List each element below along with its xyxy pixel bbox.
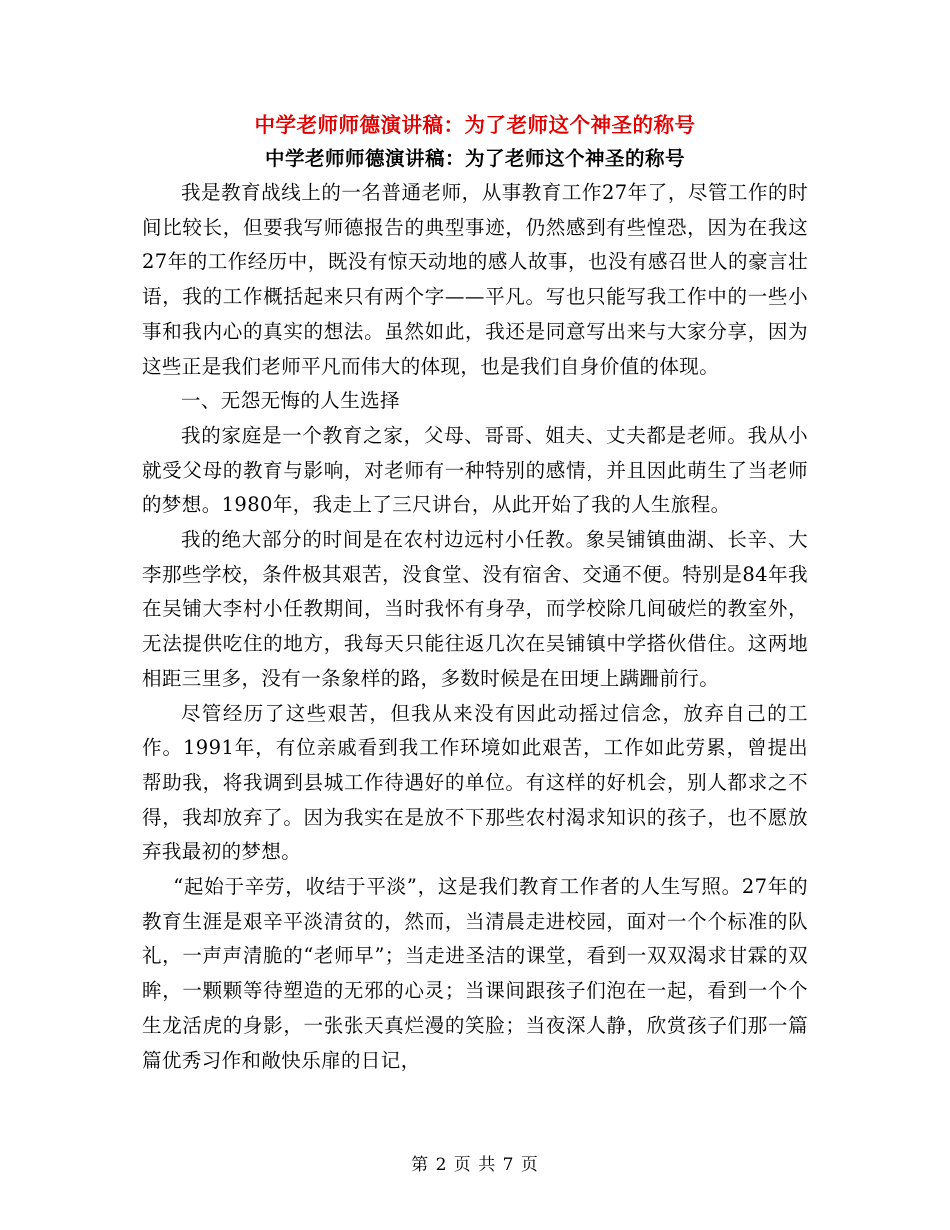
paragraph-family: 我的家庭是一个教育之家，父母、哥哥、姐夫、丈夫都是老师。我从小就受父母的教育与影响，对老师有一种特别的感情，并且因此萌生了当老师的梦想。1980年，我走上了三尺讲台，从此开始了我的人生旅程。 (142, 423, 808, 517)
paragraph-perseverance: 尽管经历了这些艰苦，但我从来没有因此动摇过信念，放弃自己的工作。1991年，有位亲戚看到我工作环境如此艰苦，工作如此劳累，曾提出帮助我，将我调到县城工作待遇好的单位。有这样的好机会，别人都求之不得，我却放弃了。因为我实在是放不下那些农村渴求知识的孩子，也不愿放弃我最初的梦想。 (142, 701, 808, 864)
document-page (142, 108, 808, 1078)
paragraph-reflection: “起始于辛劳，收结于平淡”，这是我们教育工作者的人生写照。27年的教育生涯是艰辛平淡清贫的，然而，当清晨走进校园，面对一个个标准的队礼，一声声清脆的“老师早”；当走进圣洁的课堂，看到一双双渴求甘霖的双眸，一颗颗等待塑造的无邪的心灵；当课间跟孩子们泡在一起，看到一个个生龙活虎的身影，一张张天真烂漫的笑脸；当夜深人静，欣赏孩子们那一篇篇优秀习作和敞快乐扉的日记， (142, 875, 808, 1072)
document-title: 中学老师师德演讲稿：为了老师这个神圣的称号 (254, 113, 696, 137)
page-footer: 第 2 页 共 7 页 (411, 1155, 539, 1175)
paragraph-rural-school: 我的绝大部分的时间是在农村边远村小任教。象吴铺镇曲湖、长辛、大李那些学校，条件极其艰苦，没食堂、没有宿舍、交通不便。特别是84年我在吴铺大李村小任教期间，当时我怀有身孕，而学校除几间破烂的教室外，无法提供吃住的地方，我每天只能往返几次在吴铺镇中学搭伙借住。这两地相距三里多，没有一条象样的路，多数时候是在田埂上蹒跚前行。 (142, 528, 808, 690)
document-subtitle: 中学老师师德演讲稿：为了老师这个神圣的称号 (264, 147, 685, 170)
paragraph-intro: 我是教育战线上的一名普通老师，从事教育工作27年了，尽管工作的时间比较长，但要我写师德报告的典型事迹，仍然感到有些惶恐，因为在我这27年的工作经历中，既没有惊天动地的感人故事，也没有感召世人的豪言壮语，我的工作概括起来只有两个字——平凡。写也只能写我工作中的一些小事和我内心的真实的想法。虽然如此，我还是同意写出来与大家分享，因为这些正是我们老师平凡而伟大的体现，也是我们自身价值的体现。 (142, 181, 808, 378)
section-heading-1: 一、无怨无悔的人生选择 (181, 389, 400, 413)
